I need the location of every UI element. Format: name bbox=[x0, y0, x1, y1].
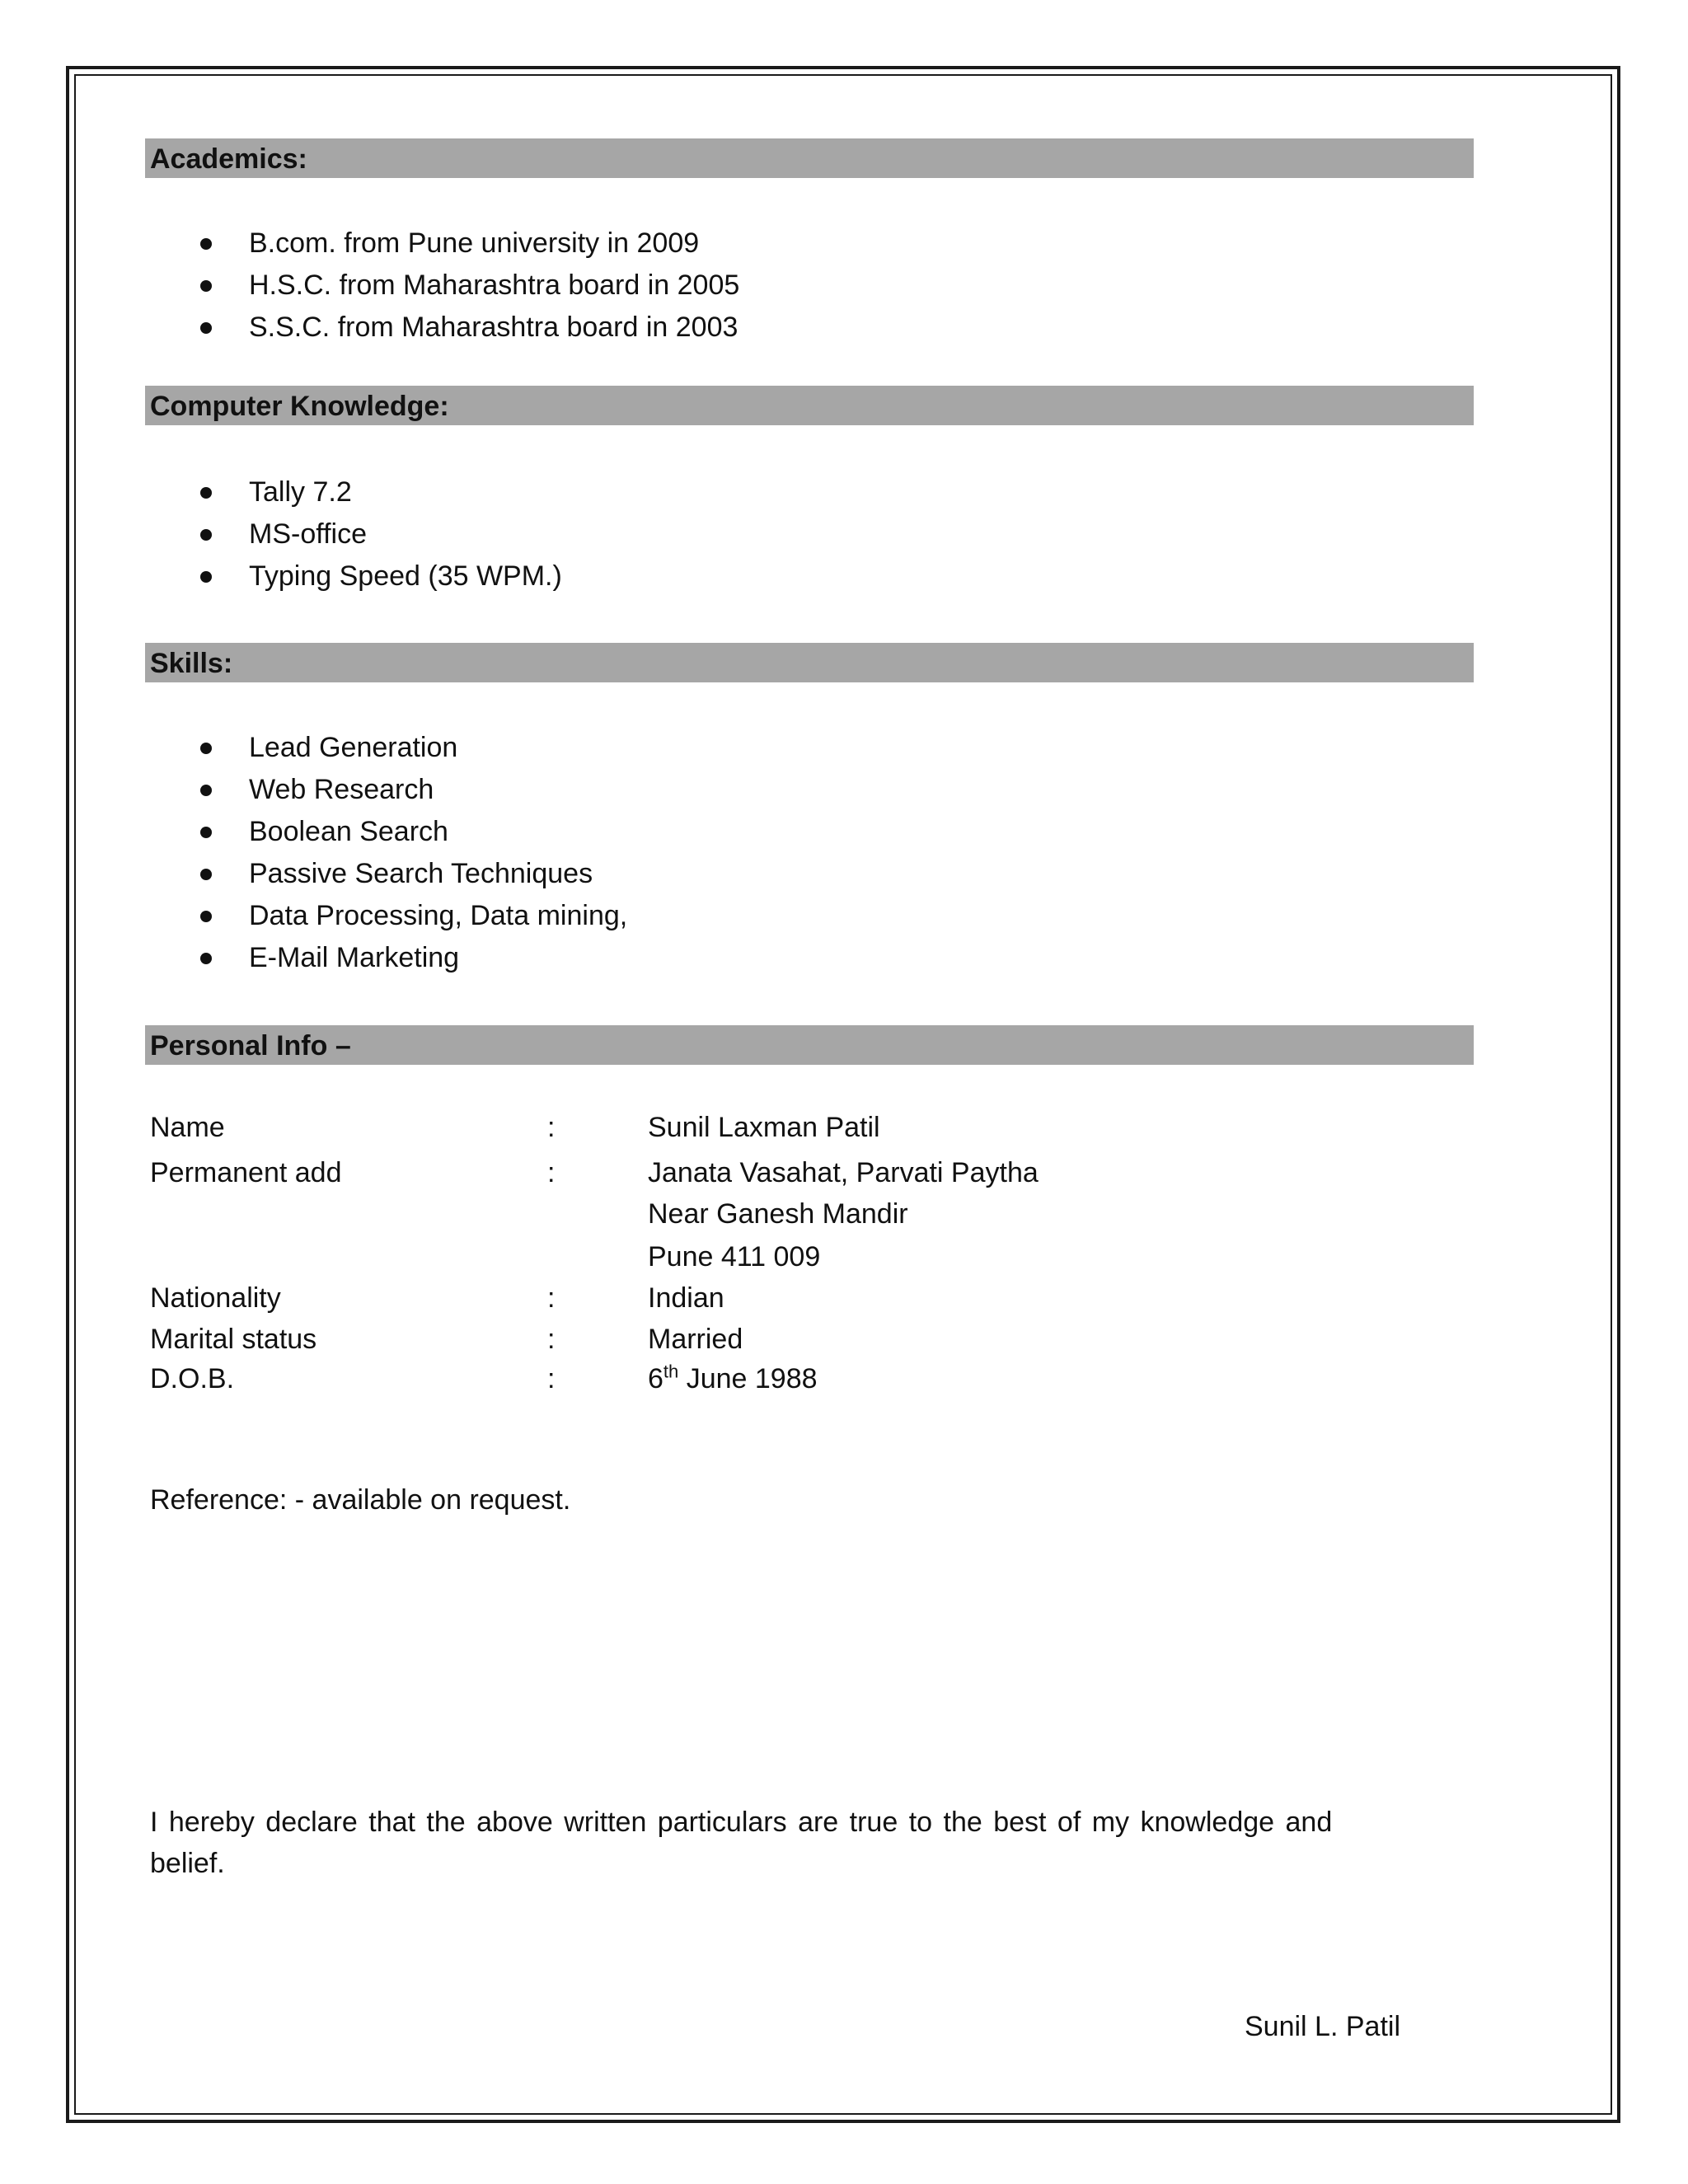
info-row-address-line2 bbox=[150, 1193, 1469, 1235]
list-item: Boolean Search bbox=[195, 811, 627, 853]
list-item: Web Research bbox=[195, 769, 627, 811]
reference-line: Reference: - available on request. bbox=[150, 1484, 571, 1516]
personal-info-heading: Personal Info – bbox=[145, 1025, 1474, 1065]
info-separator: : bbox=[547, 1157, 556, 1188]
signature-name: Sunil L. Patil bbox=[1245, 2011, 1400, 2042]
info-separator: : bbox=[547, 1324, 556, 1355]
bullet-icon bbox=[200, 911, 212, 922]
info-row-dob bbox=[150, 1358, 1469, 1399]
academics-list bbox=[195, 223, 739, 349]
info-separator: : bbox=[547, 1282, 556, 1314]
dob-ordinal-suffix: th bbox=[663, 1361, 679, 1382]
bullet-icon bbox=[200, 743, 212, 754]
bullet-icon bbox=[200, 487, 212, 499]
list-item: Lead Generation bbox=[195, 727, 627, 769]
academics-heading: Academics: bbox=[145, 138, 1474, 178]
info-value: Janata Vasahat, Parvati Paytha bbox=[648, 1157, 1039, 1188]
info-row-marital-status bbox=[150, 1319, 1469, 1360]
info-separator: : bbox=[547, 1363, 556, 1394]
bullet-icon bbox=[200, 322, 212, 334]
list-item: Tally 7.2 bbox=[195, 471, 562, 513]
info-label: Permanent add bbox=[150, 1157, 342, 1188]
bullet-icon bbox=[200, 571, 212, 583]
info-value: Near Ganesh Mandir bbox=[648, 1198, 908, 1230]
info-value: Indian bbox=[648, 1282, 724, 1314]
info-value: Married bbox=[648, 1324, 743, 1355]
dob-month-year: June 1988 bbox=[678, 1363, 818, 1394]
info-row-name bbox=[150, 1107, 1469, 1148]
bullet-icon bbox=[200, 785, 212, 796]
list-item: MS-office bbox=[195, 513, 562, 555]
info-value bbox=[648, 1358, 818, 1399]
info-label: Name bbox=[150, 1112, 225, 1143]
list-item: S.S.C. from Maharashtra board in 2003 bbox=[195, 307, 739, 349]
dob-day: 6 bbox=[648, 1363, 663, 1394]
list-item: Typing Speed (35 WPM.) bbox=[195, 555, 562, 598]
computer-knowledge-heading: Computer Knowledge: bbox=[145, 386, 1474, 425]
bullet-icon bbox=[200, 953, 212, 964]
info-row-address bbox=[150, 1152, 1469, 1193]
bullet-icon bbox=[200, 280, 212, 292]
declaration-text: I hereby declare that the above written particulars are true to the best of my knowledge and belief. bbox=[150, 1807, 1333, 1879]
info-label: Nationality bbox=[150, 1282, 281, 1314]
info-row-address-line3 bbox=[150, 1236, 1469, 1277]
bullet-icon bbox=[200, 827, 212, 838]
list-item: Data Processing, Data mining, bbox=[195, 895, 627, 937]
info-value: Sunil Laxman Patil bbox=[648, 1112, 880, 1143]
info-row-nationality bbox=[150, 1277, 1469, 1319]
list-item: E-Mail Marketing bbox=[195, 937, 627, 979]
skills-heading: Skills: bbox=[145, 643, 1474, 682]
list-item: B.com. from Pune university in 2009 bbox=[195, 223, 739, 265]
info-value: Pune 411 009 bbox=[648, 1241, 821, 1272]
list-item: H.S.C. from Maharashtra board in 2005 bbox=[195, 265, 739, 307]
computer-knowledge-list bbox=[195, 471, 562, 598]
bullet-icon bbox=[200, 869, 212, 880]
info-label: D.O.B. bbox=[150, 1363, 235, 1394]
bullet-icon bbox=[200, 529, 212, 541]
info-label: Marital status bbox=[150, 1324, 317, 1355]
list-item: Passive Search Techniques bbox=[195, 853, 627, 895]
skills-list bbox=[195, 727, 627, 979]
bullet-icon bbox=[200, 238, 212, 250]
info-separator: : bbox=[547, 1112, 556, 1143]
